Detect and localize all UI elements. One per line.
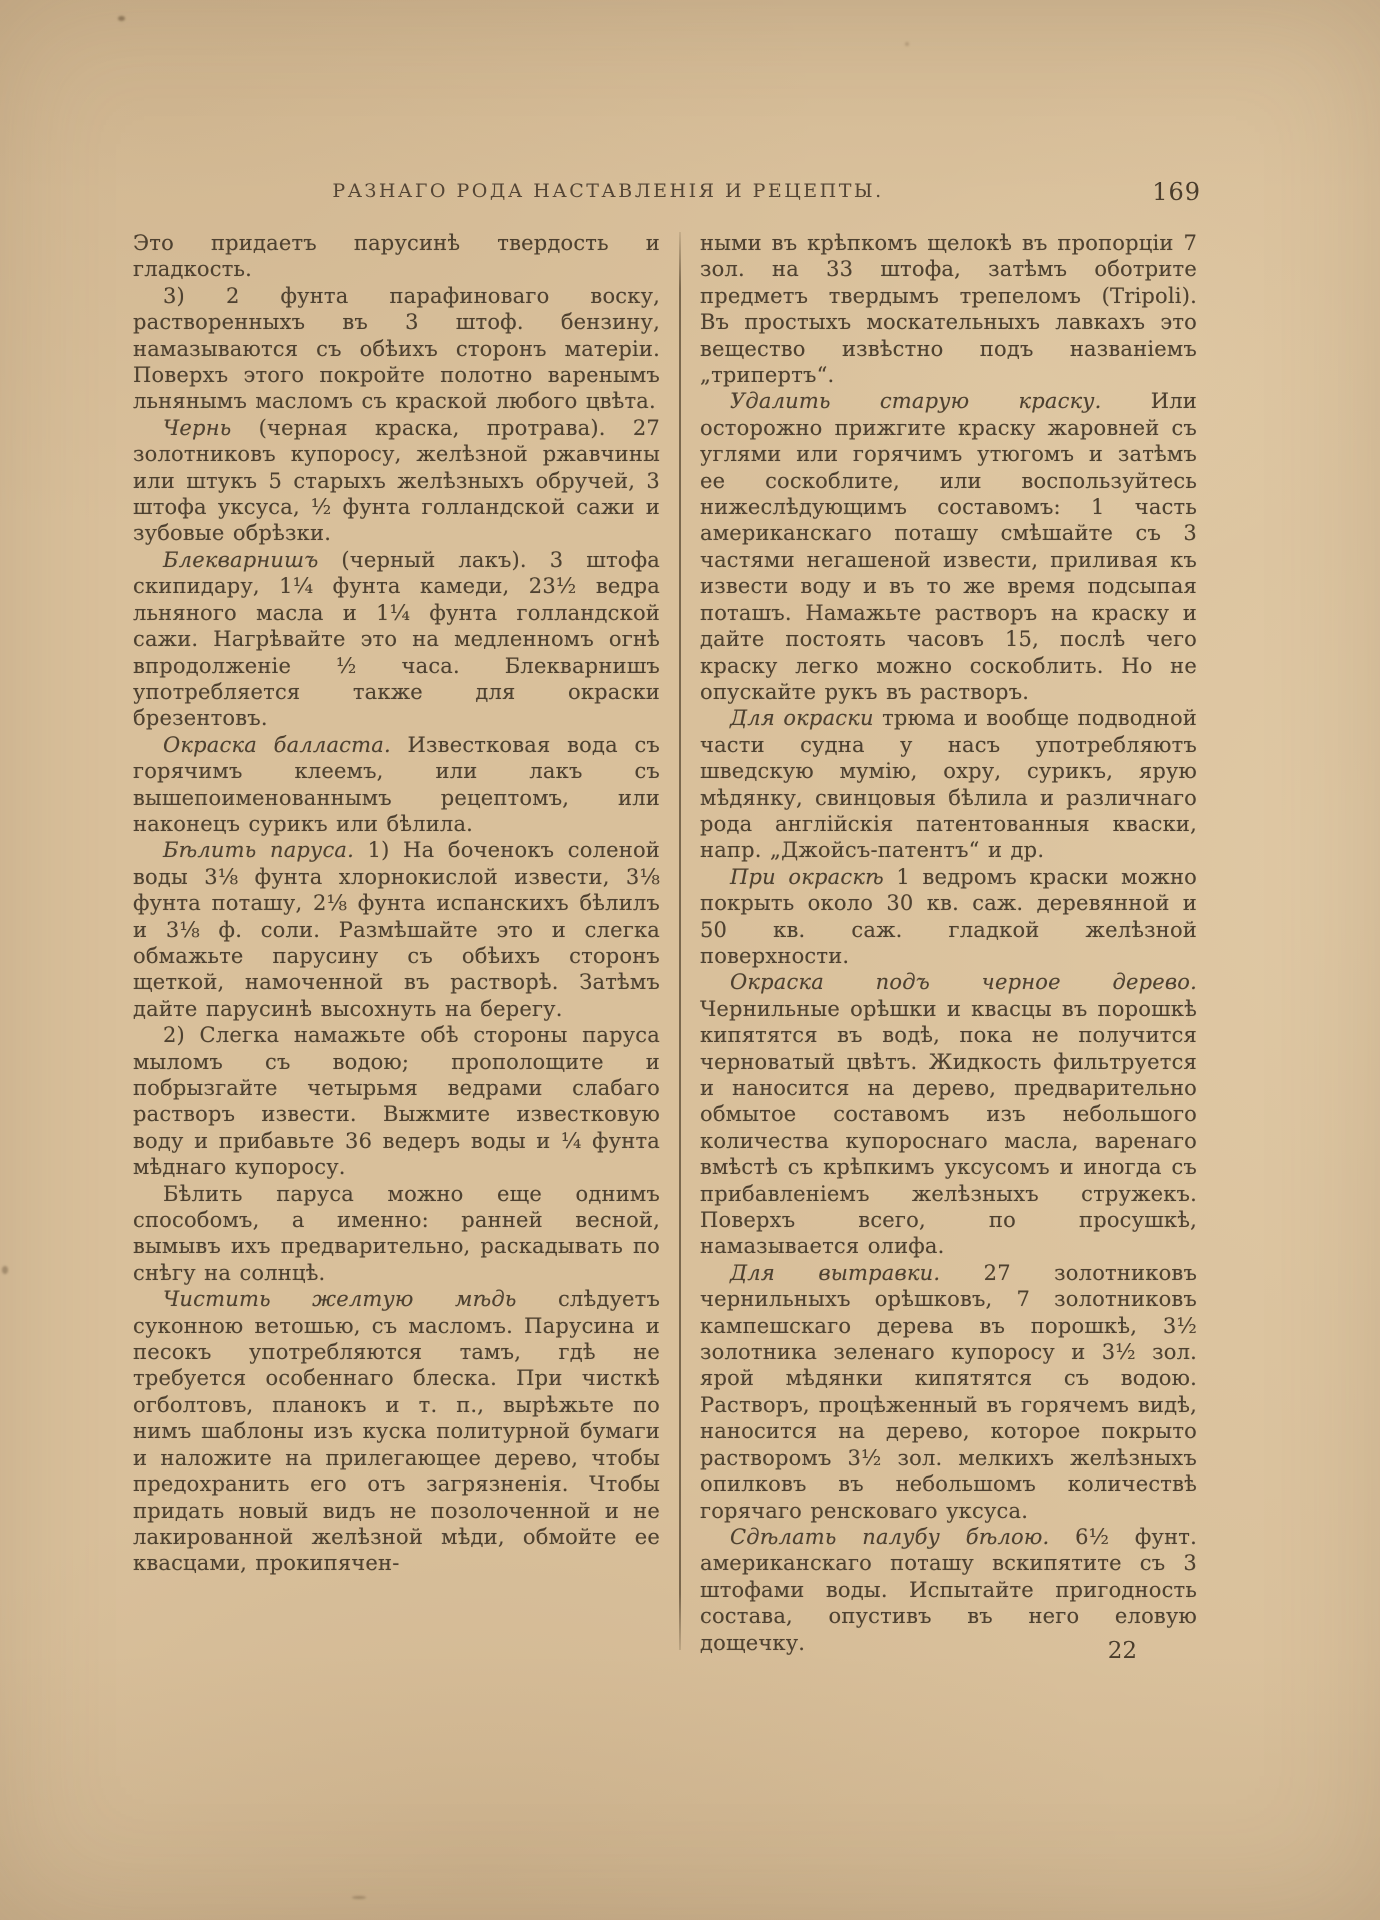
paragraph-text: (черная краска, протрава). 27 золотниковъ купоросу, желѣзной ржавчины или штукъ 5 старыхъ желѣзныхъ обручей, 3 штофа уксуса, ½ фунта голландской сажи и зубовые обрѣзки.	[133, 415, 660, 546]
text-block	[133, 230, 1197, 1656]
paragraph	[133, 1022, 660, 1180]
paragraph	[133, 1286, 660, 1576]
paragraph	[133, 283, 660, 415]
paragraph-text: 1) На боченокъ соленой воды 3⅛ фунта хлорнокислой извести, 3⅛ фунта поташу, 2⅛ фунта испанскихъ бѣлилъ и 3⅛ ф. соли. Размѣшайте это и слегка обмажьте парусину съ обѣихъ сторонъ щеткой, намоченной въ растворѣ. Затѣмъ дайте парусинѣ высохнуть на берегу.	[133, 838, 660, 1021]
left-column	[133, 230, 660, 1656]
paragraph-text: Чернильные орѣшки и квасцы въ порошкѣ кипятятся въ водѣ, пока не получится черноватый цвѣтъ. Жидкость фильтруется и наносится на дерево, предварительно обмытое составомъ изъ небольшого количества купороснаго масла, варенаго вмѣстѣ съ крѣпкимъ уксусомъ и иногда съ прибавленіемъ желѣзныхъ стружекъ. Поверхъ всего, по просушкѣ, намазывается олифа.	[700, 996, 1197, 1259]
paragraph	[700, 230, 1197, 388]
paragraph-lead-italic: Чернь	[163, 415, 232, 440]
paper-speck	[905, 42, 909, 46]
paragraph-text: трюма и вообще подводной части судна у насъ употребляютъ шведскую мумію, охру, сурикъ, ярую мѣдянку, свинцовыя бѣлила и различнаго рода англійскія патентованныя кваски, напр. „Джойсъ-патентъ“ и др.	[700, 706, 1197, 863]
paragraph-lead-italic: При окраскѣ	[730, 864, 884, 889]
paragraph-text: 27 золотниковъ чернильныхъ орѣшковъ, 7 золотниковъ кампешскаго дерева въ порошкѣ, 3½ золотника зеленаго купоросу и 3½ зол. ярой мѣдянки кипятятся съ водою. Растворъ, процѣженный въ горячемъ видѣ, наносится на дерево, которое покрыто растворомъ 3½ зол. мелкихъ желѣзныхъ опилковъ въ небольшомъ количествѣ горячаго ренсковаго уксуса.	[700, 1260, 1198, 1523]
paragraph	[133, 837, 660, 1022]
paragraph	[700, 969, 1197, 1259]
paper-speck	[118, 16, 125, 21]
paragraph-lead-italic: Блекварнишъ	[163, 547, 319, 572]
paragraph-text: 6½ фунт. американскаго поташу вскипятите съ 3 штофами воды. Испытайте пригодность состава, опустивъ въ него еловую дощечку.	[700, 1524, 1197, 1655]
paragraph	[700, 388, 1197, 705]
paragraph	[700, 1260, 1197, 1524]
paragraph-text: Это придаетъ парусинѣ твердость и гладкость.	[133, 231, 660, 282]
paragraph-lead-italic: Для окраски	[730, 706, 874, 731]
column-divider-rule	[679, 232, 681, 1650]
paragraph-text: ными въ крѣпкомъ щелокѣ въ пропорціи 7 зол. на 33 штофа, затѣмъ оботрите предметъ твердымъ трепеломъ (Tripoli). Въ простыхъ москательныхъ лавкахъ это вещество извѣстно подъ названіемъ „трипертъ“.	[700, 231, 1197, 388]
paragraph-text: Известковая вода съ горячимъ клеемъ, или лакъ съ вышепоименованнымъ рецептомъ, или наконецъ сурикъ или бѣлила.	[133, 732, 660, 836]
paragraph	[700, 705, 1197, 863]
paper-speck	[2, 1266, 8, 1274]
right-column	[700, 230, 1197, 1656]
paragraph-lead-italic: Сдѣлать палубу бѣлою.	[730, 1524, 1050, 1549]
paragraph-text: 2) Слегка намажьте обѣ стороны паруса мыломъ съ водою; прополощите и побрызгайте четырьмя ведрами слабаго растворъ извести. Выжмите известковую воду и прибавьте 36 ведеръ воды и ¼ фунта мѣднаго купоросу.	[133, 1023, 660, 1180]
paragraph-text: Или осторожно прижгите краску жаровней съ углями или горячимъ утюгомъ и затѣмъ ее соскоблите, или воспользуйтесь нижеслѣдующимъ составомъ: 1 часть американскаго поташу смѣшайте съ 3 частями негашеной извести, приливая къ извести воду и въ то же время подсыпая поташъ. Намажьте растворъ на краску и дайте постоять часовъ 15, послѣ чего краску легко можно соскоблить. Но не опускайте рукъ въ растворъ.	[700, 389, 1197, 704]
paragraph-lead-italic: Окраска подъ черное дерево.	[730, 970, 1197, 995]
paragraph-text: слѣдуетъ суконною ветошью, съ масломъ. Парусина и песокъ употребляются тамъ, гдѣ не требуется особеннаго блеска. При чисткѣ огболтовъ, планокъ и т. п., вырѣжьте по нимъ шаблоны изъ куска политурной бумаги и наложите на прилегающее дерево, чтобы предохранить его отъ загрязненія. Чтобы придать новый видъ не позолоченной и не лакированной желѣзной мѣди, обмойте ее квасцами, прокипячен-	[133, 1287, 661, 1576]
paragraph-lead-italic: Для вытравки.	[730, 1260, 941, 1285]
paragraph-text: 1 ведромъ краски можно покрыть около 30 кв. саж. деревянной и 50 кв. саж. гладкой желѣзной поверхности.	[700, 864, 1198, 968]
signature-mark: 22	[1107, 1638, 1137, 1664]
paragraph	[133, 415, 660, 547]
paragraph	[133, 732, 660, 838]
paragraph-text: (черный лакъ). 3 штофа скипидару, 1¼ фунта камеди, 23½ ведра льняного масла и 1¼ фунта голландской сажи. Нагрѣвайте это на медленномъ огнѣ впродолженіе ½ часа. Блекварнишъ употребляется также для окраски брезентовъ.	[133, 547, 660, 731]
paragraph-lead-italic: Чистить желтую мѣдь	[163, 1287, 517, 1312]
paragraph-text: Бѣлить паруса можно еще однимъ способомъ, а именно: ранней весной, вымывъ ихъ предварительно, раскадывать по снѣгу на солнцѣ.	[133, 1181, 660, 1285]
paragraph-lead-italic: Окраска балласта.	[163, 732, 391, 757]
running-title: РАЗНАГО РОДА НАСТАВЛЕНІЯ И РЕЦЕПТЫ.	[332, 180, 884, 202]
paragraph	[133, 547, 660, 732]
paragraph-lead-italic: Удалить старую краску.	[730, 389, 1102, 414]
paragraph-lead-italic: Бѣлить паруса.	[163, 838, 354, 863]
paper-speck	[352, 1896, 366, 1899]
paragraph	[133, 230, 660, 283]
paragraph	[133, 1181, 660, 1287]
page-header	[133, 178, 1201, 212]
paragraph	[700, 864, 1197, 970]
paragraph	[700, 1524, 1197, 1656]
page-number: 169	[1152, 178, 1201, 206]
paragraph-text: 3) 2 фунта парафиноваго воску, растворенныхъ въ 3 штоф. бензину, намазываются съ обѣихъ сторонъ матеріи. Поверхъ этого покройте полотно варенымъ льнянымъ масломъ съ краской любого цвѣта.	[133, 283, 660, 414]
